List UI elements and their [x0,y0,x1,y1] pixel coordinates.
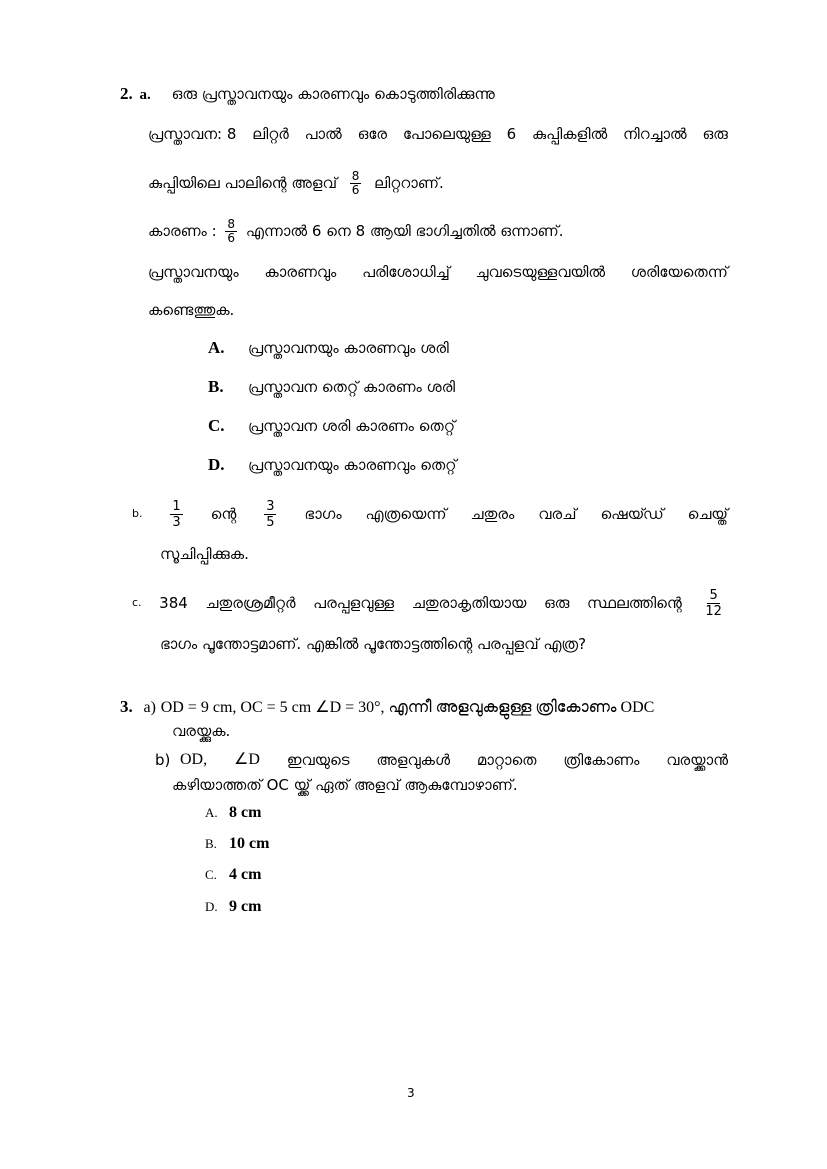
q3-number: 3. [120,697,133,716]
word: ∠D [233,751,260,768]
word: ത്രികോണം [563,751,640,769]
fraction-denominator: 5 [266,514,275,530]
q3-option-d [205,896,261,917]
word: ലിറ്റർ [252,125,289,143]
q3-part-a-text: OD = 9 cm, OC = 5 cm ∠D = 30°, എന്നീ അളവുകളുള്ള ത്രികോണം ODC [160,699,655,716]
statement-cont-after: ലിറ്ററാണ്. [374,174,444,192]
q2-reason [148,216,564,246]
option-letter: C. [205,867,217,882]
statement-cont-before: കുപ്പിയിലെ പാലിന്റെ അളവ് [148,174,337,192]
option-letter: A. [208,338,225,357]
word: എത്രയെന്ന് [365,505,447,523]
option-letter: D. [208,455,225,474]
word: ചതുരശ്രമീറ്റർ [205,594,296,612]
fraction-numerator: 5 [709,587,718,603]
fraction-1-3 [170,499,182,530]
q2-number: 2. [120,84,133,103]
word: OD, [180,751,208,768]
word: പരിശോധിച്ച് [362,263,450,281]
word: നിറച്ചാൽ [623,125,687,143]
q3-part-b-cont: കഴിയാത്തത് OC യ്ക്ക് ഏത് അളവ് ആകുമ്പോഴാണ്. [172,776,518,794]
q2-part-b [132,496,728,532]
fraction-denominator: 6 [351,183,360,197]
option-letter: A. [205,805,218,820]
word: ചെയ്ത് [687,505,728,523]
fraction-denominator: 3 [172,514,181,530]
fraction-5-12 [703,588,724,619]
q2-option-d [208,455,457,475]
word: വരയ്ക്കാൻ [666,751,728,769]
word: ഇവയുടെ [286,751,350,769]
word: ഒരു [543,594,570,612]
q3-part-a [120,697,654,718]
word: കാരണവും [264,263,337,281]
q2-header [120,84,495,105]
word: കുപ്പികളിൽ [532,125,608,143]
word: പരപ്പളവുള്ള [313,594,395,612]
word: ന്റെ [210,505,237,523]
q2-intro: ഒരു പ്രസ്താവനയും കാരണവും കൊടുത്തിരിക്കുന്നു [171,85,495,103]
q2-check-cont: കണ്ടെത്തുക. [148,301,235,319]
q3-part-a-cont: വരയ്ക്കുക. [172,722,231,740]
fraction-8-6 [225,218,237,245]
q3-part-b [180,750,728,770]
word: ഷെയ്ഡ് [600,505,664,523]
q3-option-a [205,802,261,823]
word: പ്രസ്താവന: 8 [148,125,237,143]
q2-statement-cont [148,168,444,198]
q3-option-b [205,833,269,854]
word: ഒരേ [357,125,388,143]
word: പോലെയുള്ള [402,125,491,143]
q2-statement [148,124,728,144]
fraction-8-6 [350,170,362,197]
option-value: 9 cm [229,898,262,915]
q2-option-b [208,377,455,397]
word: ചതുരാകൃതിയായ [411,594,527,612]
option-letter: D. [205,899,218,914]
option-text: പ്രസ്താവന ശരി കാരണം തെറ്റ് [248,417,456,435]
reason-label: കാരണം : [148,222,217,240]
option-letter: C. [208,416,225,435]
word: മാറ്റാതെ [476,751,537,769]
q3-part-b-label: b) [155,751,171,769]
option-text: പ്രസ്താവനയും കാരണവും തെറ്റ് [248,456,457,474]
word: 384 [159,594,188,612]
word: ചതുരം [470,505,515,523]
q2-option-c [208,416,455,436]
option-letter: B. [208,377,224,396]
q2-part-a-label: a. [139,87,151,103]
q2-part-c-cont: ഭാഗം പൂന്തോട്ടമാണ്. എങ്കിൽ പൂന്തോട്ടത്തിന്റെ പരപ്പളവ് എത്ര? [160,635,587,653]
fraction-numerator: 8 [351,169,360,183]
word: പ്രസ്താവനയും [148,263,239,281]
option-value: 10 cm [229,835,270,852]
reason-text: എന്നാൽ 6 നെ 8 ആയി ഭാഗിച്ചതിൽ ഒന്നാണ്. [245,222,564,240]
word: ഭാഗം [304,505,342,523]
word: ശരിയേതെന്ന് [630,263,728,281]
part-b-label: b. [132,507,143,520]
q3-part-a-label: a) [143,699,156,716]
page-number: 3 [407,1086,415,1100]
q2-part-b-cont: സൂചിപ്പിക്കുക. [160,545,249,563]
part-c-label: c. [132,596,142,609]
fraction-numerator: 1 [172,498,181,514]
fraction-denominator: 12 [705,603,722,619]
fraction-3-5 [264,499,276,530]
q2-part-c [132,584,728,622]
word: 6 [506,125,517,143]
word: പാൽ [304,125,342,143]
q2-check [148,262,728,282]
q3-option-c [205,864,261,885]
word: ചുവടെയുള്ളവയിൽ [475,263,606,281]
q2-option-a [208,338,449,358]
option-value: 4 cm [229,866,262,883]
option-text: പ്രസ്താവന തെറ്റ് കാരണം ശരി [248,378,456,396]
option-value: 8 cm [229,804,262,821]
word: ഒരു [702,125,728,143]
fraction-numerator: 3 [266,498,275,514]
word: വരച് [538,505,577,523]
option-letter: B. [205,836,217,851]
fraction-numerator: 8 [227,217,236,231]
fraction-denominator: 6 [227,231,236,245]
word: അളവുകൾ [376,751,451,769]
option-text: പ്രസ്താവനയും കാരണവും ശരി [248,339,449,357]
word: സ്ഥലത്തിന്റെ [587,594,682,612]
